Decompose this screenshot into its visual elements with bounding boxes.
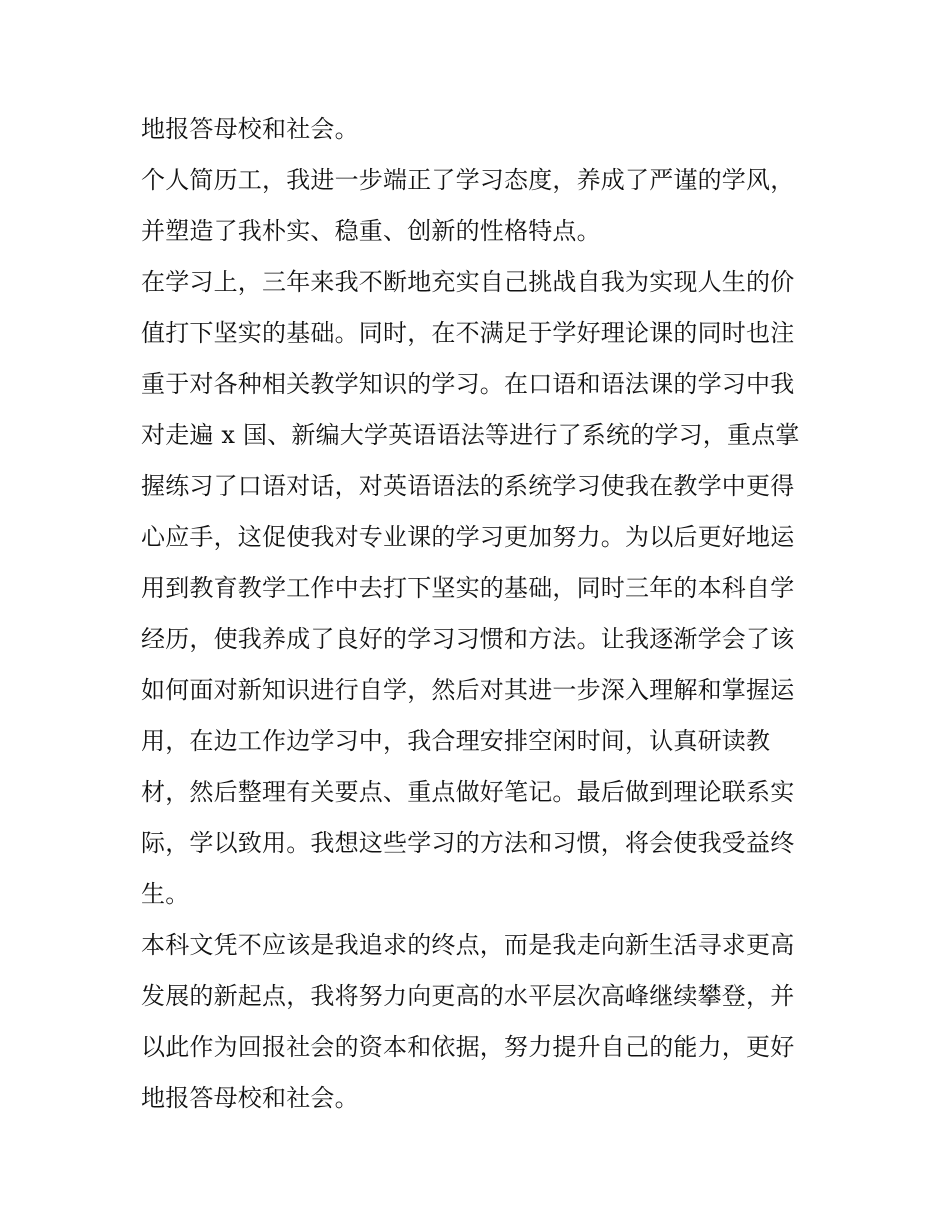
text-line: 个人简历工，我进一步端正了学习态度，养成了严谨的学风， — [141, 166, 795, 194]
text-line: 心应手，这促使我对专业课的学习更加努力。为以后更好地运 — [141, 523, 795, 551]
text-line: 用，在边工作边学习中，我合理安排空闲时间，认真研读教 — [141, 727, 771, 755]
text-line: 地报答母校和社会。 — [141, 1084, 359, 1112]
text-line: 发展的新起点，我将努力向更高的水平层次高峰继续攀登，并 — [141, 982, 795, 1010]
text-line: 对走遍 x 国、新编大学英语语法等进行了系统的学习，重点掌 — [141, 421, 800, 449]
document-body — [141, 110, 841, 1130]
text-line: 如何面对新知识进行自学，然后对其进一步深入理解和掌握运 — [141, 676, 795, 704]
text-line: 在学习上，三年来我不断地充实自己挑战自我为实现人生的价 — [141, 268, 795, 296]
text-line: 重于对各种相关教学知识的学习。在口语和语法课的学习中我 — [141, 370, 795, 398]
text-line: 材，然后整理有关要点、重点做好笔记。最后做到理论联系实 — [141, 778, 795, 806]
text-line: 握练习了口语对话，对英语语法的系统学习使我在教学中更得 — [141, 472, 795, 500]
text-line: 用到教育教学工作中去打下坚实的基础，同时三年的本科自学 — [141, 574, 795, 602]
text-line: 生。 — [141, 880, 190, 908]
text-line: 本科文凭不应该是我追求的终点，而是我走向新生活寻求更高 — [141, 931, 795, 959]
text-line: 以此作为回报社会的资本和依据，努力提升自己的能力，更好 — [141, 1033, 795, 1061]
text-line: 并塑造了我朴实、稳重、创新的性格特点。 — [141, 217, 601, 245]
text-line: 际，学以致用。我想这些学习的方法和习惯，将会使我受益终 — [141, 829, 795, 857]
text-line: 经历，使我养成了良好的学习习惯和方法。让我逐渐学会了该 — [141, 625, 795, 653]
text-line: 地报答母校和社会。 — [141, 115, 359, 143]
text-line: 值打下坚实的基础。同时，在不满足于学好理论课的同时也注 — [141, 319, 795, 347]
